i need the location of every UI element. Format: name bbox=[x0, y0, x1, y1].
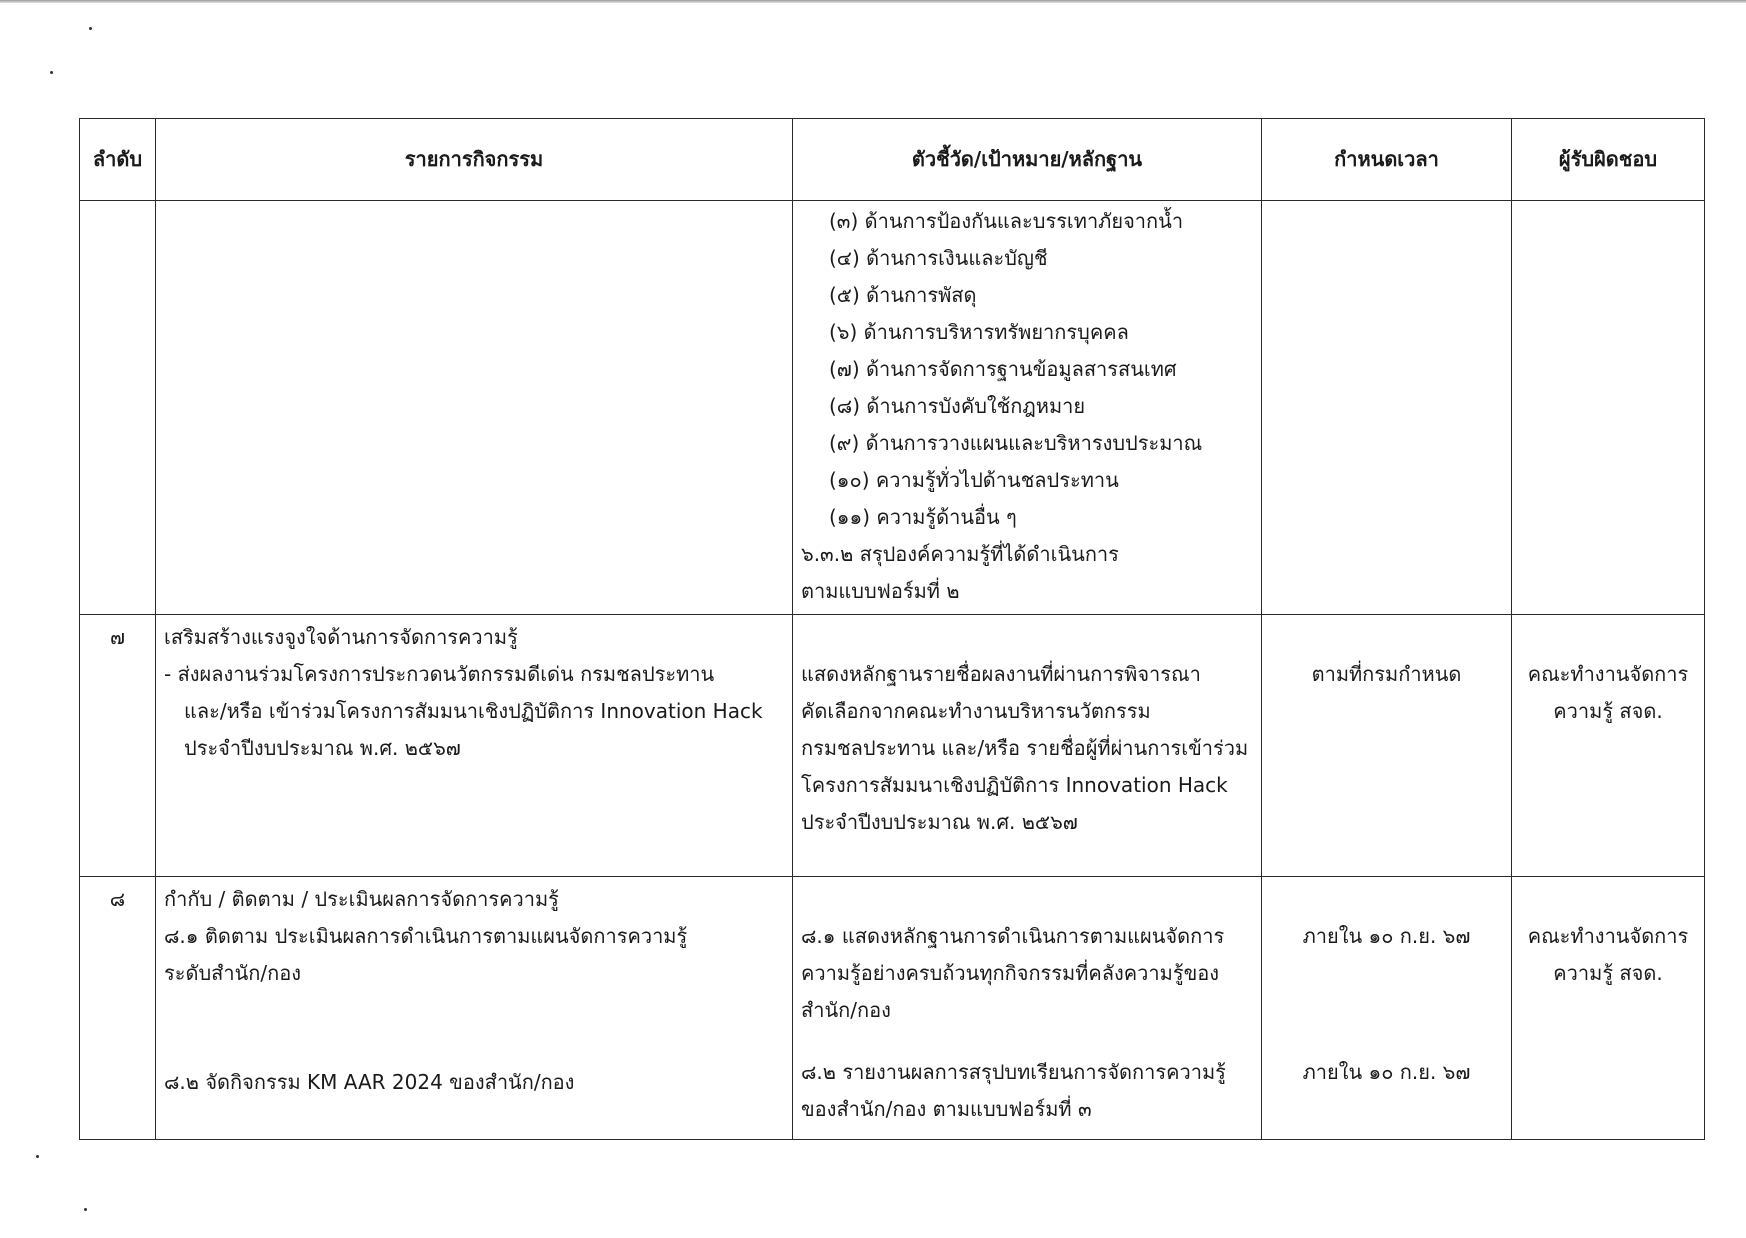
indicator-line: สำนัก/กอง bbox=[801, 998, 891, 1022]
scan-speck bbox=[36, 1155, 39, 1158]
header-indicator: ตัวชี้วัด/เป้าหมาย/หลักฐาน bbox=[793, 119, 1262, 201]
scan-speck bbox=[84, 1208, 87, 1211]
list-item: (๙) ด้านการวางแผนและบริหารงบประมาณ bbox=[829, 431, 1203, 455]
table-row-continuation bbox=[80, 201, 1705, 615]
list-item: (๕) ด้านการพัสดุ bbox=[829, 283, 977, 307]
scan-edge bbox=[0, 0, 1746, 3]
indicator-line: ความรู้อย่างครบถ้วนทุกกิจกรรมที่คลังความรู้ของ bbox=[801, 961, 1220, 985]
table-row-8 bbox=[80, 877, 1705, 1140]
activity-detail: ประจำปีงบประมาณ พ.ศ. ๒๕๖๗ bbox=[184, 736, 461, 760]
activity-detail: และ/หรือ เข้าร่วมโครงการสัมมนาเชิงปฏิบัติการ Innovation Hack bbox=[184, 699, 763, 723]
header-activity: รายการกิจกรรม bbox=[156, 119, 793, 201]
row-number: ๘ bbox=[80, 877, 156, 1140]
cell-owner-empty bbox=[1512, 201, 1705, 615]
cell-owner bbox=[1512, 877, 1705, 1140]
scan-speck bbox=[89, 27, 92, 30]
scan-speck bbox=[50, 71, 53, 74]
table-row-7 bbox=[80, 615, 1705, 877]
activity-detail: ๘.๑ ติดตาม ประเมินผลการดำเนินการตามแผนจัดการความรู้ bbox=[164, 924, 688, 948]
indicator-line: ๘.๑ แสดงหลักฐานการดำเนินการตามแผนจัดการ bbox=[801, 924, 1225, 948]
cell-indicator bbox=[793, 615, 1262, 877]
cell-deadline bbox=[1262, 877, 1512, 1140]
cell-indicator bbox=[793, 877, 1262, 1140]
activity-detail: ๘.๒ จัดกิจกรรม KM AAR 2024 ของสำนัก/กอง bbox=[164, 1070, 575, 1094]
indicator-line: โครงการสัมมนาเชิงปฏิบัติการ Innovation Hack bbox=[801, 773, 1228, 797]
indicator-line: ประจำปีงบประมาณ พ.ศ. ๒๕๖๗ bbox=[801, 810, 1078, 834]
cell-indicator-continuation bbox=[793, 201, 1262, 615]
deadline-text: ภายใน ๑๐ ก.ย. ๖๗ bbox=[1302, 1060, 1471, 1084]
indicator-line: ๘.๒ รายงานผลการสรุปบทเรียนการจัดการความรู้ bbox=[801, 1060, 1226, 1084]
knowledge-area-list bbox=[801, 203, 1253, 536]
cell-activity bbox=[156, 877, 793, 1140]
list-item: (๖) ด้านการบริหารทรัพยากรบุคคล bbox=[829, 320, 1129, 344]
list-item: (๓) ด้านการป้องกันและบรรเทาภัยจากน้ำ bbox=[829, 209, 1184, 233]
cell-owner bbox=[1512, 615, 1705, 877]
owner-text: ความรู้ สจด. bbox=[1553, 961, 1663, 985]
activity-detail: - ส่งผลงานร่วมโครงการประกวดนวัตกรรมดีเด่น กรมชลประทาน bbox=[164, 662, 715, 686]
list-item: (๗) ด้านการจัดการฐานข้อมูลสารสนเทศ bbox=[829, 357, 1177, 381]
table-header-row bbox=[80, 119, 1705, 201]
cell-no-empty bbox=[80, 201, 156, 615]
indicator-line: แสดงหลักฐานรายชื่อผลงานที่ผ่านการพิจารณา bbox=[801, 662, 1201, 686]
owner-text: คณะทำงานจัดการ bbox=[1527, 924, 1689, 948]
list-item: (๘) ด้านการบังคับใช้กฎหมาย bbox=[829, 394, 1086, 418]
deadline-text: ภายใน ๑๐ ก.ย. ๖๗ bbox=[1302, 924, 1471, 948]
activity-title: กำกับ / ติดตาม / ประเมินผลการจัดการความรู้ bbox=[164, 887, 559, 911]
cell-activity-empty bbox=[156, 201, 793, 615]
list-item: (๔) ด้านการเงินและบัญชี bbox=[829, 246, 1048, 270]
header-deadline: กำหนดเวลา bbox=[1262, 119, 1512, 201]
indicator-line: คัดเลือกจากคณะทำงานบริหารนวัตกรรม bbox=[801, 699, 1151, 723]
cell-activity bbox=[156, 615, 793, 877]
cell-deadline bbox=[1262, 615, 1512, 877]
list-item: (๑๐) ความรู้ทั่วไปด้านชลประทาน bbox=[829, 468, 1119, 492]
summary-line: ตามแบบฟอร์มที่ ๒ bbox=[801, 579, 960, 603]
km-plan-table bbox=[79, 118, 1705, 1140]
owner-text: คณะทำงานจัดการ bbox=[1527, 662, 1689, 686]
list-item: (๑๑) ความรู้ด้านอื่น ๆ bbox=[829, 505, 1017, 529]
header-no: ลำดับ bbox=[80, 119, 156, 201]
indicator-line: ของสำนัก/กอง ตามแบบฟอร์มที่ ๓ bbox=[801, 1097, 1092, 1121]
cell-deadline-empty bbox=[1262, 201, 1512, 615]
deadline-text: ตามที่กรมกำหนด bbox=[1311, 662, 1462, 686]
activity-detail: ระดับสำนัก/กอง bbox=[164, 961, 302, 985]
summary-line: ๖.๓.๒ สรุปองค์ความรู้ที่ได้ดำเนินการ bbox=[801, 542, 1119, 566]
activity-title: เสริมสร้างแรงจูงใจด้านการจัดการความรู้ bbox=[164, 625, 518, 649]
indicator-line: กรมชลประทาน และ/หรือ รายชื่อผู้ที่ผ่านการเข้าร่วม bbox=[801, 736, 1249, 760]
header-owner: ผู้รับผิดชอบ bbox=[1512, 119, 1705, 201]
owner-text: ความรู้ สจด. bbox=[1553, 699, 1663, 723]
row-number: ๗ bbox=[80, 615, 156, 877]
